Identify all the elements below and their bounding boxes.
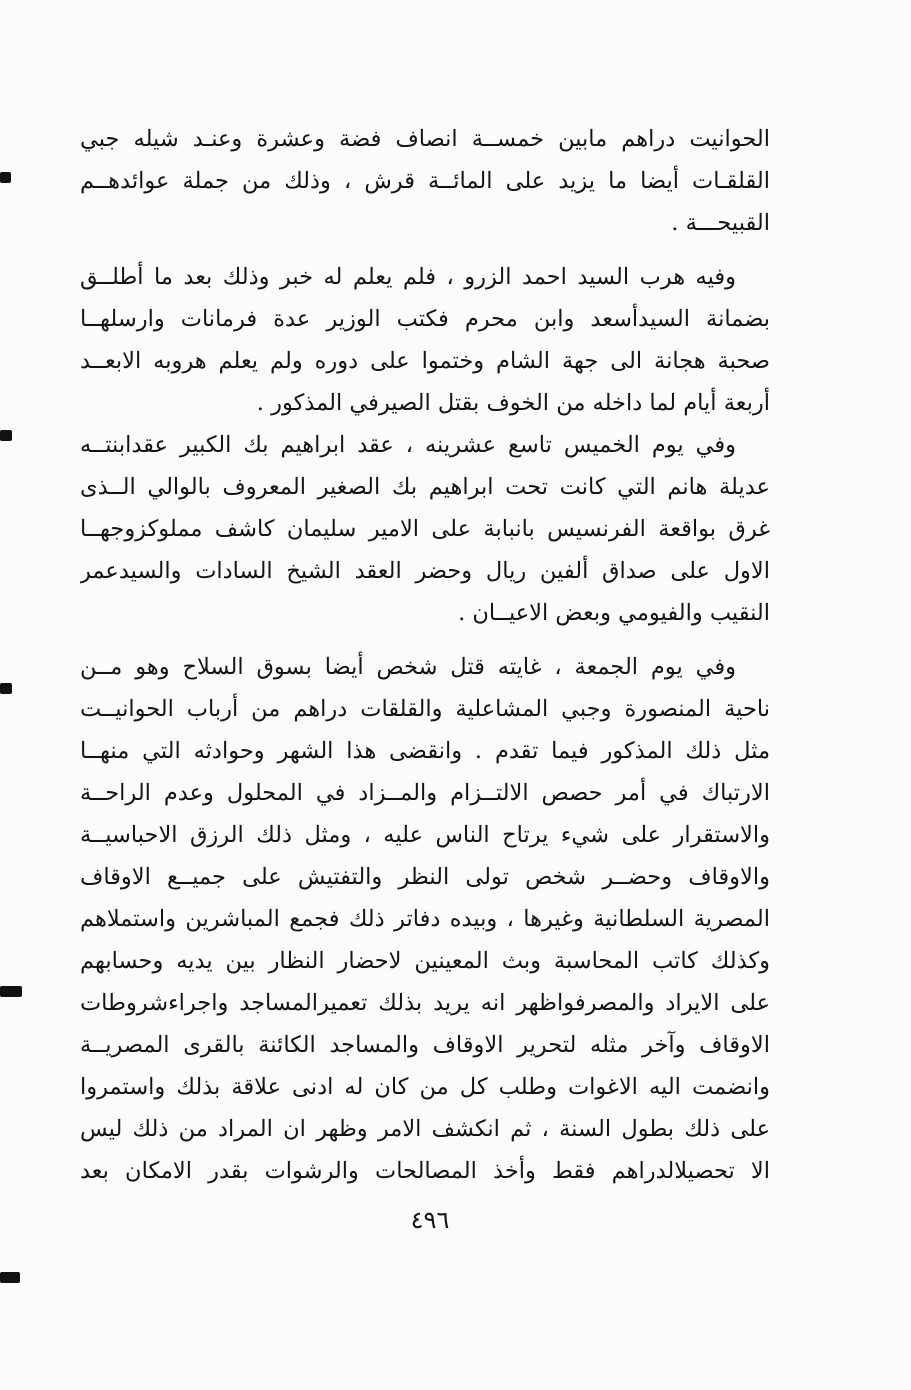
text-line: الارتباك في أمر حصص الالتــزام والمــزاد في المحلول وعدم الراحــة bbox=[80, 780, 770, 806]
text-line: عديلة هانم التي كانت تحت ابراهيم بك الصغير المعروف بالوالي الــذى bbox=[80, 474, 770, 500]
text-line: الحوانيت دراهم مابين خمســة انصاف فضة وعشرة وعنـد شيله جبي bbox=[80, 126, 770, 152]
text-line: مثل ذلك المذكور فيما تقدم . وانقضى هذا الشهر وحوادثه التي منهــا bbox=[80, 738, 770, 764]
text-line: وكذلك كاتب المحاسبة وبث المعينين لاحضار النظار بين يديه وحسابهم bbox=[80, 948, 770, 974]
text-line: أربعة أيام لما داخله من الخوف بقتل الصيرفي المذكور . bbox=[256, 390, 770, 416]
paragraph bbox=[80, 646, 770, 1192]
text-line: وانضمت اليه الاغوات وطلب كل من كان له ادنى علاقة بذلك واستمروا bbox=[80, 1074, 770, 1100]
page-number: ٤٩٦ bbox=[410, 1206, 450, 1234]
binding-mark bbox=[0, 172, 11, 183]
text-line: بضمانة السيدأسعد وابن محرم فكتب الوزير عدة فرمانات وارسلهــا bbox=[80, 306, 770, 332]
paragraph bbox=[80, 256, 770, 424]
text-line: القلقـات أيضا ما يزيد على المائــة قرش ، وذلك من جملة عوائدهــم bbox=[80, 168, 770, 194]
text-line: الاول على صداق ألفين ريال وحضر العقد الشيخ السادات والسيدعمر bbox=[80, 558, 770, 584]
paragraph-gap bbox=[80, 244, 770, 256]
text-line: والاوقاف وحضــر شخص تولى النظر والتفتيش على جميــع الاوقاف bbox=[80, 864, 770, 890]
text-line: الا تحصيلالدراهم فقط وأخذ المصالحات والرشوات بقدر الامكان بعد bbox=[80, 1158, 770, 1184]
text-line: وفي يوم الجمعة ، غايته قتل شخص أيضا بسوق السلاح وهو مــن bbox=[80, 654, 736, 680]
binding-mark bbox=[0, 683, 12, 694]
paragraph-gap bbox=[80, 634, 770, 646]
page-text bbox=[80, 118, 770, 1192]
binding-mark bbox=[0, 430, 12, 441]
text-line: والاستقرار على شيء يرتاح الناس عليه ، ومثل ذلك الرزق الاحباسيــة bbox=[80, 822, 770, 848]
text-line: على الايراد والمصرفواظهر انه يريد بذلك تعميرالمساجد واجراءشروطات bbox=[80, 990, 770, 1016]
text-line: وفي يوم الخميس تاسع عشرينه ، عقد ابراهيم بك الكبير عقدابنتــه bbox=[80, 432, 736, 458]
paragraph bbox=[80, 118, 770, 244]
paragraph bbox=[80, 424, 770, 634]
text-line: النقيب والفيومي وبعض الاعيــان . bbox=[458, 600, 770, 626]
binding-mark bbox=[0, 1272, 20, 1283]
text-line: ناحية المنصورة وجبي المشاعلية والقلقات دراهم من أرباب الحوانيــت bbox=[80, 696, 770, 722]
text-line: على ذلك بطول السنة ، ثم انكشف الامر وظهر ان المراد من ذلك ليس bbox=[80, 1116, 770, 1142]
text-line: المصرية السلطانية وغيرها ، وبيده دفاتر ذلك فجمع المباشرين واستملاهم bbox=[80, 906, 770, 932]
binding-mark bbox=[0, 986, 22, 997]
text-line: الاوقاف وآخر مثله لتحرير الاوقاف والمساجد الكائنة بالقرى المصريــة bbox=[80, 1032, 770, 1058]
text-line: القبيحـــة . bbox=[671, 210, 770, 236]
text-line: غرق بواقعة الفرنسيس بانبابة على الامير سليمان كاشف مملوكزوجهــا bbox=[80, 516, 770, 542]
text-line: صحبة هجانة الى جهة الشام وختموا على دوره ولم يعلم هروبه الابعــد bbox=[80, 348, 770, 374]
text-line: وفيه هرب السيد احمد الزرو ، فلم يعلم له خبر وذلك بعد ما أطلــق bbox=[80, 264, 736, 290]
